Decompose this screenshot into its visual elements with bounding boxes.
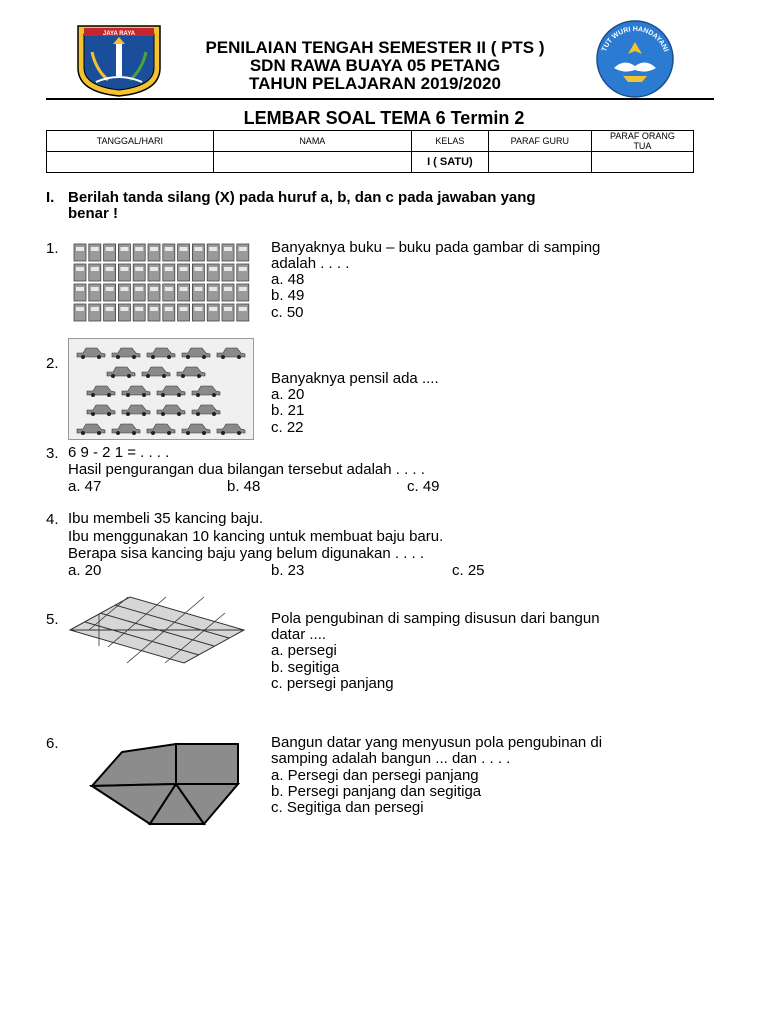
- car-icon: [217, 348, 245, 359]
- question-4-line-3: Berapa sisa kancing baju yang belum digunakan . . . .: [68, 545, 425, 562]
- question-4-option-c[interactable]: c. 25: [452, 562, 485, 579]
- question-1-line-1: Banyaknya buku – buku pada gambar di samping: [271, 239, 601, 256]
- book-icon: [192, 244, 204, 261]
- question-4-option-a[interactable]: a. 20: [68, 562, 102, 579]
- question-5-number: 5.: [46, 611, 59, 628]
- table-header-cell: PARAF GURU: [488, 131, 591, 152]
- instruction-line-2: benar !: [68, 205, 119, 222]
- question-6-line-2: samping adalah bangun ... dan . . . .: [271, 750, 511, 767]
- car-icon: [87, 386, 115, 397]
- book-icon: [163, 284, 175, 301]
- car-icon: [142, 367, 170, 378]
- book-icon: [74, 304, 86, 321]
- book-icon: [133, 304, 145, 321]
- table-header-cell: NAMA: [213, 131, 411, 152]
- logo-right-text: TUT WURI HANDAYANI: [600, 25, 670, 53]
- book-icon: [148, 244, 160, 261]
- question-6-option-b[interactable]: b. Persegi panjang dan segitiga: [271, 783, 482, 800]
- question-3-number: 3.: [46, 445, 59, 462]
- table-header-cell: PARAF ORANG TUA: [591, 131, 693, 152]
- book-icon: [118, 304, 130, 321]
- question-5-option-c[interactable]: c. persegi panjang: [271, 675, 394, 692]
- question-6-number: 6.: [46, 735, 59, 752]
- question-1-option-b[interactable]: b. 49: [271, 287, 305, 304]
- question-5-line-1: Pola pengubinan di samping disusun dari bangun: [271, 610, 600, 627]
- question-6-option-a[interactable]: a. Persegi dan persegi panjang: [271, 767, 479, 784]
- book-icon: [222, 284, 234, 301]
- book-icon: [89, 244, 101, 261]
- question-1-option-a[interactable]: a. 48: [271, 271, 305, 288]
- book-icon: [104, 244, 116, 261]
- book-icon: [222, 244, 234, 261]
- car-icon: [192, 405, 220, 416]
- question-3-option-b[interactable]: b. 48: [227, 478, 261, 495]
- question-2-option-b[interactable]: b. 21: [271, 402, 305, 419]
- question-1-number: 1.: [46, 240, 59, 257]
- question-5-option-a[interactable]: a. persegi: [271, 642, 337, 659]
- logo-left-text: JAYA RAYA: [102, 31, 136, 37]
- book-icon: [118, 244, 130, 261]
- car-icon: [147, 424, 175, 435]
- class-cell: I ( SATU): [411, 152, 488, 173]
- book-icon: [163, 264, 175, 281]
- car-icon: [122, 386, 150, 397]
- car-icon: [182, 348, 210, 359]
- book-icon: [74, 244, 86, 261]
- car-icon: [77, 424, 105, 435]
- question-2-line-1: Banyaknya pensil ada ....: [271, 370, 439, 387]
- book-icon: [163, 244, 175, 261]
- book-icon: [148, 284, 160, 301]
- book-icon: [178, 244, 190, 261]
- book-icon: [118, 284, 130, 301]
- triangle-tiling-image: [68, 595, 248, 665]
- car-icon: [217, 424, 245, 435]
- question-5-line-2: datar ....: [271, 626, 327, 643]
- question-3-option-c[interactable]: c. 49: [407, 478, 440, 495]
- book-icon: [178, 264, 190, 281]
- car-icon: [87, 405, 115, 416]
- question-3-option-a[interactable]: a. 47: [68, 478, 102, 495]
- book-icon: [133, 244, 145, 261]
- book-icon: [148, 304, 160, 321]
- table-header-cell: KELAS: [411, 131, 488, 152]
- question-3-line-1: 6 9 - 2 1 = . . . .: [68, 444, 170, 461]
- book-icon: [163, 304, 175, 321]
- student-info-table: [46, 130, 694, 173]
- book-icon: [192, 304, 204, 321]
- question-2-number: 2.: [46, 355, 59, 372]
- book-icon: [148, 264, 160, 281]
- book-icon: [237, 304, 249, 321]
- car-icon: [157, 386, 185, 397]
- book-icon: [118, 264, 130, 281]
- page-title: LEMBAR SOAL TEMA 6 Termin 2: [243, 108, 525, 128]
- car-icon: [182, 424, 210, 435]
- book-icon: [178, 284, 190, 301]
- question-3-line-2: Hasil pengurangan dua bilangan tersebut adalah . . . .: [68, 461, 425, 478]
- parent-sign-cell[interactable]: [591, 152, 693, 173]
- question-2-option-a[interactable]: a. 20: [271, 386, 305, 403]
- instruction-number: I.: [46, 189, 55, 206]
- book-icon: [207, 304, 219, 321]
- name-cell[interactable]: [213, 152, 411, 173]
- book-icon: [133, 284, 145, 301]
- book-icon: [237, 264, 249, 281]
- book-icon: [192, 284, 204, 301]
- car-icon: [192, 386, 220, 397]
- header-line-2: SDN RAWA BUAYA 05 PETANG: [249, 56, 501, 75]
- question-4-number: 4.: [46, 511, 59, 528]
- book-icon: [207, 244, 219, 261]
- question-4-option-b[interactable]: b. 23: [271, 562, 305, 579]
- car-icon: [122, 405, 150, 416]
- book-icon: [207, 264, 219, 281]
- table-header-row: [47, 131, 694, 152]
- cars-image: [68, 338, 254, 440]
- book-icon: [192, 264, 204, 281]
- question-4-line-1: Ibu membeli 35 kancing baju.: [68, 510, 264, 527]
- car-icon: [112, 348, 140, 359]
- date-cell[interactable]: [47, 152, 214, 173]
- book-icon: [178, 304, 190, 321]
- question-6-option-c[interactable]: c. Segitiga dan persegi: [271, 799, 424, 816]
- book-icon: [74, 264, 86, 281]
- book-icon: [104, 304, 116, 321]
- car-icon: [107, 367, 135, 378]
- car-icon: [112, 424, 140, 435]
- book-icon: [89, 264, 101, 281]
- book-icon: [207, 284, 219, 301]
- question-1-line-2: adalah . . . .: [271, 255, 350, 272]
- book-icon: [104, 264, 116, 281]
- table-row: [47, 152, 694, 173]
- question-2-option-c[interactable]: c. 22: [271, 419, 304, 436]
- book-icon: [222, 304, 234, 321]
- book-icon: [89, 304, 101, 321]
- question-4-line-2: Ibu menggunakan 10 kancing untuk membuat baju baru.: [68, 528, 444, 545]
- car-icon: [157, 405, 185, 416]
- instruction-line-1: Berilah tanda silang (X) pada huruf a, b, dan c pada jawaban yang: [68, 189, 536, 206]
- book-icon: [133, 264, 145, 281]
- book-icon: [89, 284, 101, 301]
- table-header-cell: TANGGAL/HARI: [47, 131, 214, 152]
- header-line-1: PENILAIAN TENGAH SEMESTER II ( PTS ): [205, 38, 545, 57]
- car-icon: [147, 348, 175, 359]
- book-icon: [222, 264, 234, 281]
- question-1-option-c[interactable]: c. 50: [271, 304, 304, 321]
- question-5-option-b[interactable]: b. segitiga: [271, 659, 340, 676]
- car-icon: [177, 367, 205, 378]
- teacher-sign-cell[interactable]: [488, 152, 591, 173]
- header-divider: [46, 98, 714, 100]
- book-icon: [237, 284, 249, 301]
- square-triangle-tiling-image: [72, 742, 248, 826]
- car-icon: [77, 348, 105, 359]
- header-line-3: TAHUN PELAJARAN 2019/2020: [249, 74, 501, 93]
- books-image: [72, 242, 252, 324]
- book-icon: [74, 284, 86, 301]
- book-icon: [237, 244, 249, 261]
- question-6-line-1: Bangun datar yang menyusun pola pengubinan di: [271, 734, 603, 751]
- book-icon: [104, 284, 116, 301]
